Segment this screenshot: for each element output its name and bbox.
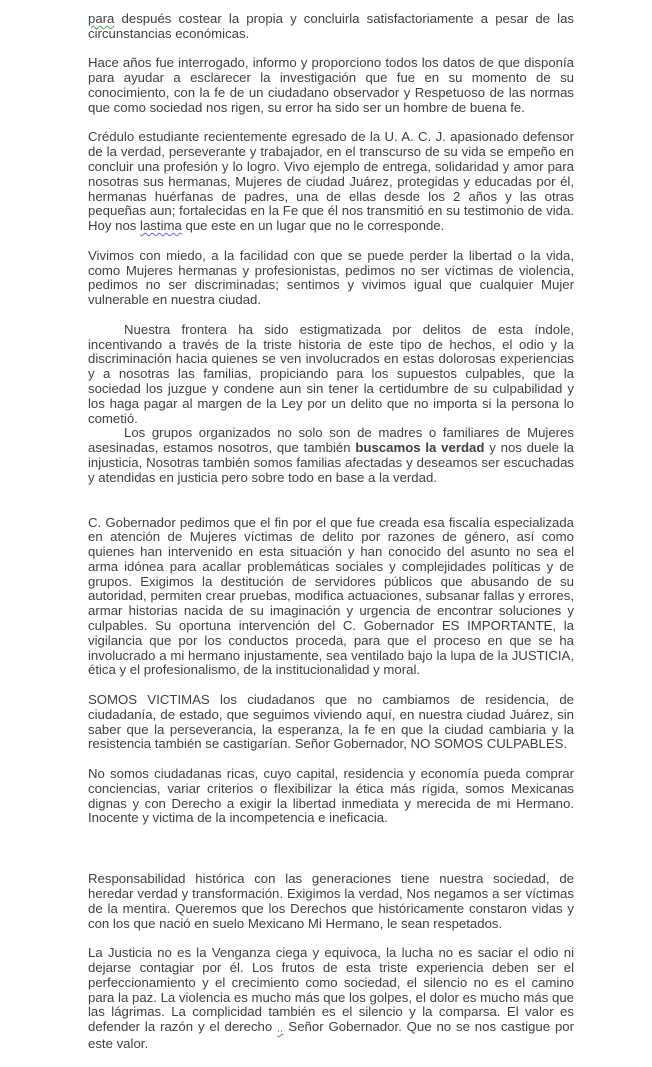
paragraph	[88, 946, 574, 1052]
paragraph	[88, 767, 574, 826]
paragraph	[88, 130, 574, 234]
text-run: Hace años fue interrogado, informo y proporciono todos los datos de que disponía para ayudar a esclarecer la investigación que fue en su momento de su conocimiento, con la fe de un ciudadano observador y Respetuoso de las normas que como sociedad nos rigen, su error ha sido ser un hombre de buena fe.	[88, 55, 574, 115]
text-run: después costear la propia y concluirla satisfactoriamente a pesar de las circunstancias económicas.	[88, 11, 574, 41]
misspelled-word: para	[88, 11, 115, 26]
text-run: y nos duele la injusticia, Nosotras también somos familias afectadas y deseamos ser escuchadas y atendidas en justicia pero sobre todo en base a la verdad.	[88, 440, 574, 485]
paragraph	[88, 426, 574, 485]
paragraph	[88, 12, 574, 42]
paragraph	[88, 872, 574, 931]
text-run: SOMOS VICTIMAS los ciudadanos que no cambiamos de residencia, de ciudadanía, de estado, que seguimos viviendo aquí, en nuestra ciudad Juárez, sin saber que la perseverancia, la esperanza, la fe en que la ciudad cambiaria y la resistencia también se castigarían. Señor Gobernador, NO SOMOS CULPABLES.	[88, 692, 574, 752]
text-run: que este en un lugar que no le corresponde.	[181, 218, 445, 234]
paragraph	[88, 56, 574, 115]
text-run: C. Gobernador pedimos que el fin por el que fue creada esa fiscalía especializada en atención de Mujeres víctimas de delito por razones de género, así como quienes han intervenido en esta situación y han conocido del asunto no sea el arma idónea para acallar problemáticas sociales y complejidades políticas y de grupos. Exigimos la destitución de servidores públicos que abusando de su autoridad, permiten crear pruebas, modifica actuaciones, subsanar fallas y errores, armar historias nacida de su imaginación y urgencia de encontrar soluciones y culpables. Su oportuna intervención del C. Gobernador ES IMPORTANTE, la vigilancia que por los conductos proceda, para que el proceso en que se ha involucrado a mi hermano injustamente, sea ventilado bajo la lupa de la JUSTICIA, ética y el profesionalismo, de la institucionalidad y moral.	[88, 514, 574, 678]
bold-text-run: buscamos la verdad	[355, 440, 485, 456]
text-run: Los grupos organizados no solo son de madres o familiares de Mujeres asesinadas, estamos nosotros, que también	[88, 425, 574, 456]
text-run: La Justicia no es la Venganza ciega y equivoca, la lucha no es saciar el odio ni dejarse contagiar por él. Los frutos de esta triste experiencia deben ser el perfeccionamiento y el crecimiento como sociedad, el silencio no es el camino para la paz. La violencia es mucho más que los golpes, el dolor es mucho más que las lágrimas. La complicidad también es el silencio y la comparsa. El valor es defender la razón y el derecho	[88, 945, 575, 1035]
paragraph	[88, 693, 574, 752]
stray-mark: ,,	[277, 1024, 284, 1034]
paragraph	[88, 323, 574, 427]
paragraph	[88, 516, 574, 679]
misspelled-word: lastima	[140, 218, 182, 234]
text-run: Vivimos con miedo, a la facilidad con que se puede perder la libertad o la vida, como Mujeres hermanas y profesionistas, pedimos no ser víctimas de violencia, pedimos no ser discriminadas; sentimos y vivimos igual que cualquier Mujer vulnerable en nuestra ciudad.	[88, 247, 574, 308]
text-run: Señor Gobernador. Que no se nos castigue por este valor.	[88, 1019, 574, 1051]
text-run: No somos ciudadanas ricas, cuyo capital, residencia y economía pueda comprar conciencias, variar criterios o flexibilizar la ética más rígida, somos Mexicanas dignas y con Derecho a exigir la libertad inmediata y merecida de mi Hermano. Inocente y victima de la incompetencia e ineficacia.	[88, 766, 574, 826]
paragraph	[88, 249, 574, 308]
text-run: Responsabilidad histórica con las generaciones tiene nuestra sociedad, de heredar verdad y transformación. Exigimos la verdad, Nos negamos a ser víctimas de la mentira. Queremos que los Derechos que históricamente constaron vidas y con los que nació en suelo Mexicano Mi Hermano, le sean respetados.	[88, 871, 574, 931]
text-run: Crédulo estudiante recientemente egresado de la U. A. C. J. apasionado defensor de la verdad, perseverante y trabajador, en el transcurso de su vida se empeño en concluir una profesión y lo logro. Vivo ejemplo de entrega, solidaridad y amor para nosotras sus hermanas, Mujeres de ciudad Juárez, protegidas y educadas por él, hermanas huérfanas de padres, una de ellas desde los 2 años y las otras pequeñas aun; fortalecidas en la Fe que él nos transmitió en su testimonio de vida. Hoy nos	[88, 129, 574, 234]
document-body	[88, 12, 574, 1067]
text-run: Nuestra frontera ha sido estigmatizada por delitos de esta índole, incentivando a través de la triste historia de este tipo de hechos, el odio y la discriminación hacia quienes se ven involucrados en estas dolorosas experiencias y a nosotras las familias, propiciando para los supuestos culpables, que la sociedad los juzgue y condene aun sin tener la certidumbre de su culpabilidad y los haga pagar al margen de la Ley por un delito que no importa si la persona lo cometió.	[88, 321, 574, 426]
